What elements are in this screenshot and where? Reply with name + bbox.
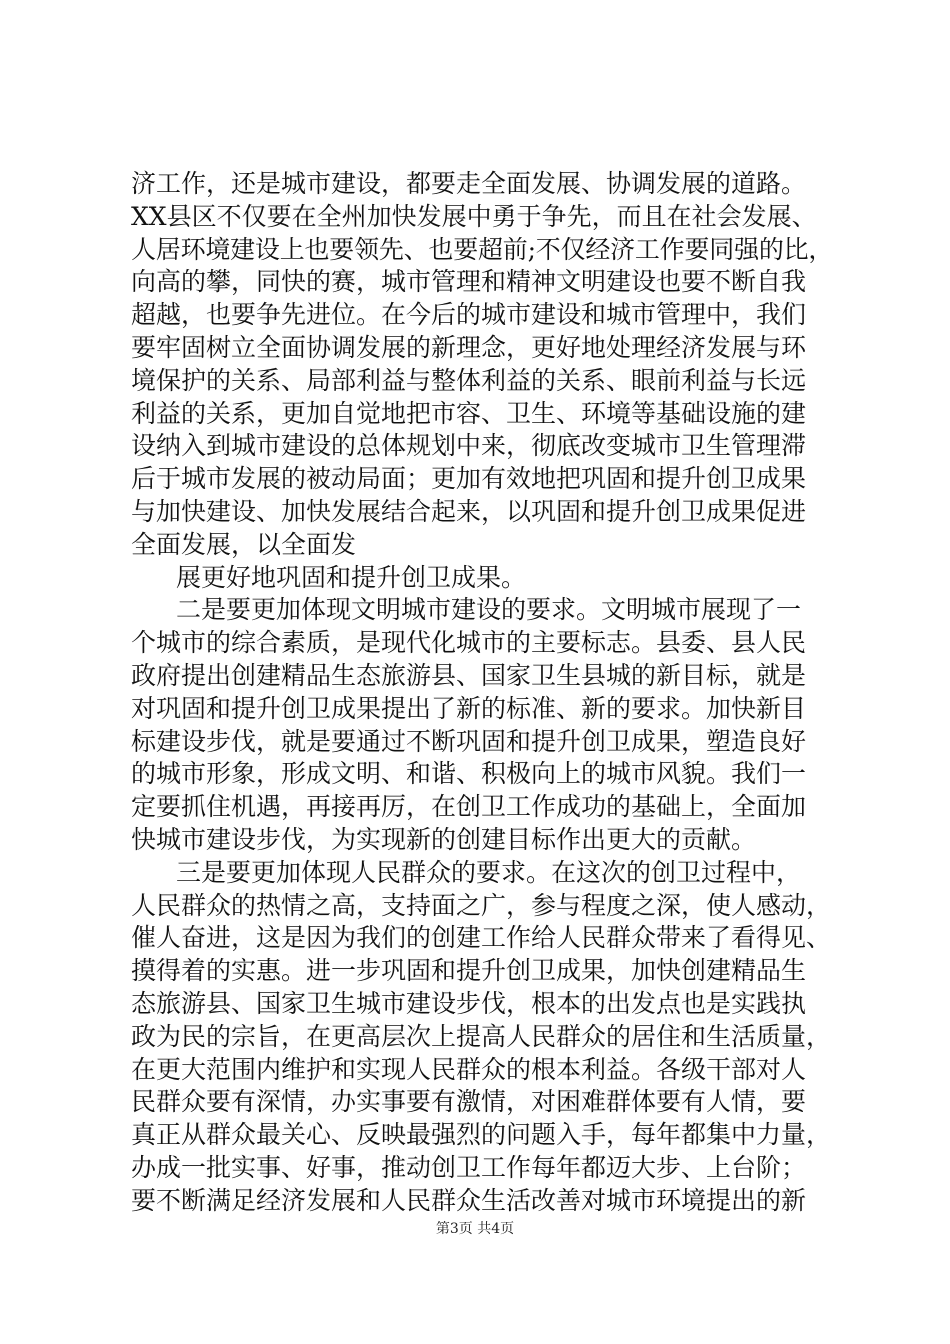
body-text bbox=[131, 168, 833, 1218]
text-line: 人民群众的热情之高，支持面之广，参与程度之深，使人感动， bbox=[131, 890, 832, 920]
text-line: 要牢固树立全面协调发展的新理念，更好地处理经济发展与环 bbox=[131, 332, 807, 362]
text-line: 超越，也要争先进位。在今后的城市建设和城市管理中，我们 bbox=[131, 300, 807, 330]
text-line: 济工作，还是城市建设，都要走全面发展、协调发展的道路。 bbox=[131, 169, 807, 198]
text-line: 标建设步伐，就是要通过不断巩固和提升创卫成果，塑造良好 bbox=[131, 726, 807, 756]
text-line: 政为民的宗旨，在更高层次上提高人民群众的居住和生活质量， bbox=[131, 1021, 832, 1051]
text-line: 定要抓住机遇，再接再厉，在创卫工作成功的基础上，全面加 bbox=[131, 792, 807, 822]
text-line: 二是要更加体现文明城市建设的要求。文明城市展现了一 bbox=[176, 595, 802, 625]
text-line: XX县区不仅要在全州加快发展中勇于争先，而且在社会发展、 bbox=[131, 201, 817, 231]
text-line: 催人奋进，这是因为我们的创建工作给人民群众带来了看得见、 bbox=[131, 923, 832, 953]
text-line: 设纳入到城市建设的总体规划中来，彻底改变城市卫生管理滞 bbox=[131, 431, 807, 461]
text-line: 利益的关系，更加自觉地把市容、卫生、环境等基础设施的建 bbox=[131, 398, 807, 428]
page-footer: 第3页 共4页 bbox=[435, 1221, 515, 1237]
text-line: 真正从群众最关心、反映最强烈的问题入手，每年都集中力量， bbox=[131, 1120, 832, 1150]
text-line: 在更大范围内维护和实现人民群众的根本利益。各级干部对人 bbox=[131, 1054, 807, 1084]
text-line: 快城市建设步伐，为实现新的创建目标作出更大的贡献。 bbox=[131, 824, 757, 854]
text-line: 的城市形象，形成文明、和谐、积极向上的城市风貌。我们一 bbox=[131, 759, 807, 789]
text-line: 全面发展，以全面发 bbox=[131, 529, 357, 559]
text-line: 办成一批实事、好事，推动创卫工作每年都迈大步、上台阶； bbox=[131, 1152, 807, 1182]
text-line: 要不断满足经济发展和人民群众生活改善对城市环境提出的新 bbox=[131, 1185, 807, 1215]
text-line: 向高的攀，同快的赛，城市管理和精神文明建设也要不断自我 bbox=[131, 267, 807, 297]
text-line: 人居环境建设上也要领先、也要超前;不仅经济工作要同强的比， bbox=[131, 234, 834, 264]
text-line: 展更好地巩固和提升创卫成果。 bbox=[176, 562, 527, 592]
text-line: 态旅游县、国家卫生城市建设步伐，根本的出发点也是实践执 bbox=[131, 988, 807, 1018]
text-line: 三是要更加体现人民群众的要求。在这次的创卫过程中， bbox=[176, 857, 802, 887]
text-line: 摸得着的实惠。进一步巩固和提升创卫成果，加快创建精品生 bbox=[131, 956, 807, 986]
text-line: 个城市的综合素质，是现代化城市的主要标志。县委、县人民 bbox=[131, 628, 807, 658]
text-line: 政府提出创建精品生态旅游县、国家卫生县城的新目标，就是 bbox=[131, 660, 807, 690]
text-line: 境保护的关系、局部利益与整体利益的关系、眼前利益与长远 bbox=[131, 365, 807, 395]
text-line: 后于城市发展的被动局面；更加有效地把巩固和提升创卫成果 bbox=[131, 464, 807, 494]
text-line: 对巩固和提升创卫成果提出了新的标准、新的要求。加快新目 bbox=[131, 693, 807, 723]
text-line: 与加快建设、加快发展结合起来，以巩固和提升创卫成果促进 bbox=[131, 496, 807, 526]
text-line: 民群众要有深情，办实事要有激情，对困难群体要有人情，要 bbox=[131, 1087, 807, 1117]
